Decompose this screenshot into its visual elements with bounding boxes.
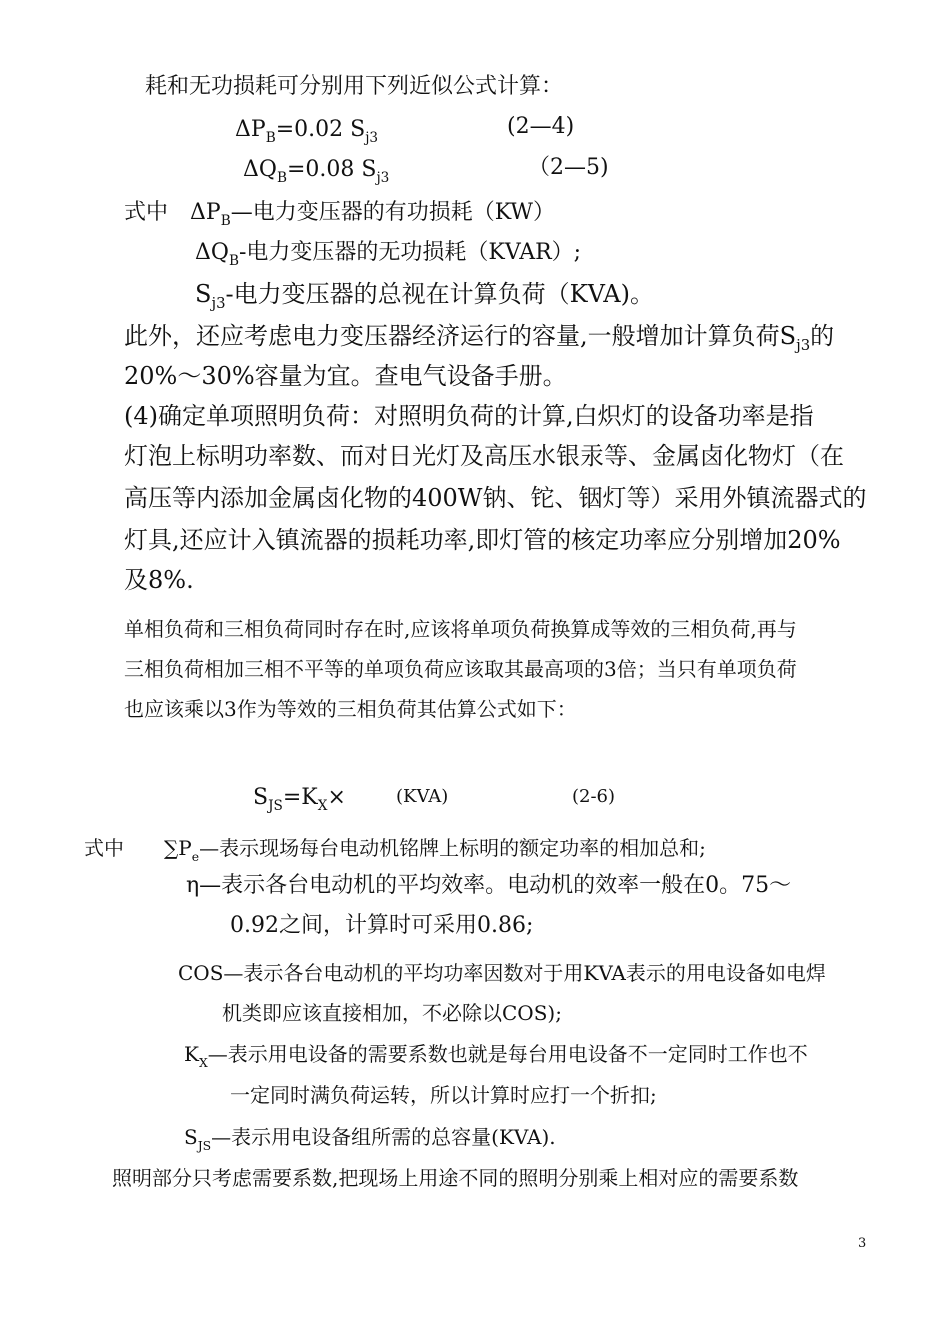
subscript: X [317,798,328,814]
definition-line [195,240,581,269]
subscript: j3 [796,336,811,354]
formula-text: × [327,785,346,810]
definition-line [184,1042,808,1071]
paragraph-line: 也应该乘以3作为等效的三相负荷其估算公式如下： [124,697,577,721]
text-line: 耗和无功损耗可分别用下列近似公式计算： [145,74,564,99]
formula-text: ΔP [235,117,266,142]
formula-2-6 [253,785,346,814]
formula-2-5 [243,157,389,186]
definition-line [84,836,706,865]
paragraph-text: 的 [810,322,835,350]
definition-line [124,200,555,229]
subscript: B [265,130,276,146]
definition-line: COS—表示各台电动机的平均功率因数对于用KVA表示的用电设备如电焊 [178,961,826,985]
definition-text: -电力变压器的总视在计算负荷（KVA)。 [225,280,654,308]
definition-line: 一定同时满负荷运转，所以计算时应打一个折扣; [230,1083,657,1107]
definition-text: ΔQ [195,240,229,265]
definition-text: —表示用电设备组所需的总容量(KVA). [211,1125,556,1149]
paragraph-line: 20%～30%容量为宜。查电气设备手册。 [124,362,567,390]
subscript: j3 [211,294,226,312]
definition-text: —表示用电设备的需要系数也就是每台用电设备不一定同时工作也不 [207,1042,808,1066]
definition-text: S [195,280,212,308]
paragraph-line: 灯具,还应计入镇流器的损耗功率,即灯管的核定功率应分别增加20% [124,526,841,554]
paragraph-line: 灯泡上标明功率数、而对日光灯及高压水银汞等、金属卤化物灯（在 [124,442,844,470]
subscript: X [198,1055,208,1070]
subscript: JS [268,798,283,814]
paragraph-line: 及8%. [124,566,194,594]
definition-text: K [184,1042,199,1066]
subscript: JS [197,1138,212,1153]
formula-text: ΔQ [243,157,277,182]
formula-text: S [253,785,269,810]
definition-text: —表示现场每台电动机铭牌上标明的额定功率的相加总和; [199,836,706,860]
paragraph-line [124,322,834,355]
subscript: j3 [365,130,379,146]
definition-text: -电力变压器的无功损耗（KVAR）; [238,240,582,265]
definition-line: 0.92之间，计算时可采用0.86; [230,913,534,938]
paragraph-text: 此外，还应考虑电力变压器经济运行的容量,一般增加计算负荷S [124,322,797,350]
page-number: 3 [858,1236,867,1251]
definition-line: η—表示各台电动机的平均效率。电动机的效率一般在0。75～ [186,873,792,898]
definition-text: 式中 ∑P [84,836,192,860]
subscript: B [220,213,231,229]
paragraph-line: 单相负荷和三相负荷同时存在时,应该将单项负荷换算成等效的三相负荷,再与 [124,617,797,641]
formula-text: =0.08 S [286,157,377,182]
definition-line [195,280,654,313]
definition-text: —电力变压器的有功损耗（KW） [230,200,555,225]
paragraph-line: 照明部分只考虑需要系数,把现场上用途不同的照明分别乘上相对应的需要系数 [112,1166,799,1190]
formula-text: =K [282,785,318,810]
definition-line [184,1125,556,1154]
subscript: e [191,849,200,864]
formula-unit: (KVA) [396,786,449,807]
definition-text: 式中 ΔP [124,200,221,225]
subscript: j3 [376,170,390,186]
formula-number: (2-6) [572,786,616,807]
paragraph-line: 三相负荷相加三相不平等的单项负荷应该取其最高项的3倍；当只有单项负荷 [124,657,797,681]
definition-text: S [184,1125,198,1149]
definition-line: 机类即应该直接相加，不必除以COS); [222,1001,562,1025]
subscript: B [276,170,287,186]
paragraph-line: (4)确定单项照明负荷：对照明负荷的计算,白炽灯的设备功率是指 [124,402,814,430]
formula-number: (2—4) [507,114,575,139]
formula-2-4 [235,117,378,146]
formula-text: =0.02 S [275,117,366,142]
paragraph-line: 高压等内添加金属卤化物的400W钠、铊、铟灯等）采用外镇流器式的 [124,484,867,512]
subscript: B [228,253,239,269]
formula-number: （2—5) [528,155,609,180]
